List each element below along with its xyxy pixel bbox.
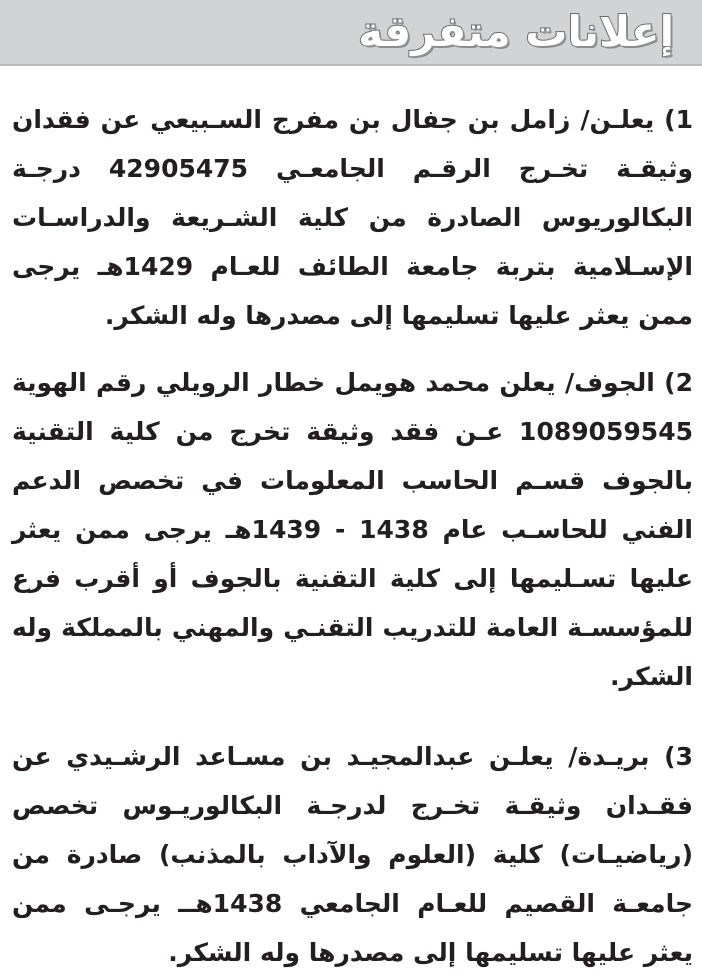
section-header <box>0 0 702 66</box>
announcement-item <box>0 358 702 701</box>
announcement-text: 1) يعلـن/ زامل بن جفال بن مفرج السـبيعي عن فقدان وثيقـة تخـرج الرقـم الجامعـي 42905475 درجـة البكالوريوس الصادرة من كلية الشـريعة والدراسـات الإسـلامية بتربة جامعة الطائف للعـام 1429هـ يرجى ممن يعثر عليها تسليمها إلى مصدرها وله الشكر. <box>12 105 693 330</box>
announcement-text: 2) الجوف/ يعلن محمد هويمل خطار الرويلي رقم الهوية 1089059545 عـن فقد وثيقة تخرج من كلية التقنية بالجوف قسـم الحاسب المعلومات في تخصص الدعم الفني للحاسـب عام 1438 - 1439هـ يرجى ممن يعثر عليها تسـليمها إلى كلية التقنية بالجوف أو أقرب فرع للمؤسسـة العامة للتدريب التقنـي والمهني بالمملكة وله الشكر. <box>12 368 693 691</box>
announcement-item <box>0 95 702 340</box>
announcement-text: 3) بريـدة/ يعلـن عبدالمجيـد بن مسـاعد الرشـيدي عن فقـدان وثيقـة تخـرج لدرجـة البكالوريـوس تخصص (رياضيـات) كلية (العلوم والآداب بالمذنب) صادرة من جامعـة القصيم للعـام الجامعي 1438هــ يرجـى ممن يعثر عليها تسليمها إلى مصدرها وله الشكر. <box>12 742 693 967</box>
announcement-item <box>0 732 702 977</box>
section-title: إعلانات متفرقة <box>358 7 674 56</box>
